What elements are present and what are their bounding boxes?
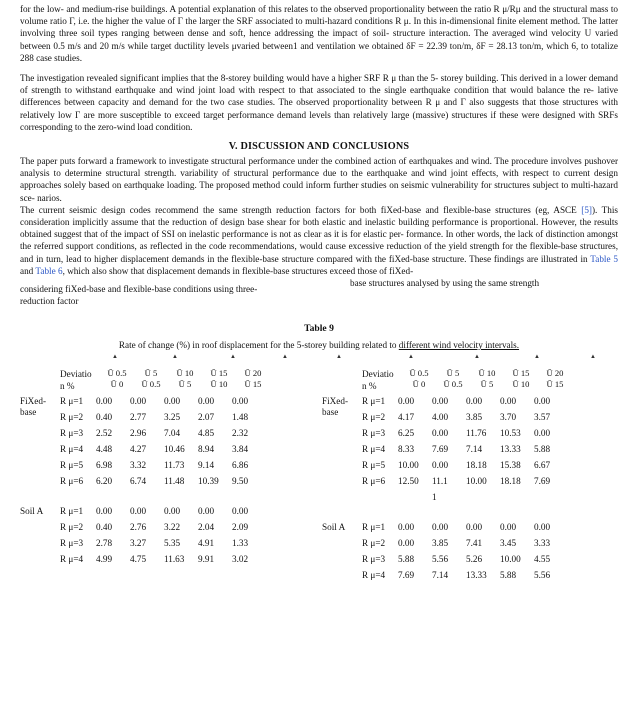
table-cell: 2.04	[198, 522, 215, 533]
column-header-line: Ū 15	[512, 368, 530, 379]
column-header-line: Ū 5	[144, 368, 158, 379]
table-cell: 0.00	[198, 506, 215, 517]
paragraph-4-and: and	[20, 265, 36, 276]
table-cell: 2.07	[198, 412, 215, 423]
column-header-line: Ū 15	[244, 379, 262, 390]
table-cell: 2.76	[130, 522, 147, 533]
paragraph-4-part-c: , which also show that displacement demands in flexible-base structures exceed those of fiXed-	[62, 265, 414, 276]
group-label-line: Soil A	[322, 522, 346, 533]
table-cell: 4.85	[198, 428, 215, 439]
column-header	[402, 368, 436, 390]
paragraph-2: The investigation revealed significant implies that the 8-storey building would have a higher SRF R μ than the 5- storey building. This derived in a lower demand of strength to withstand earthquake and wind joint load with respect to that associated to the single earthquake condition that would balance the re- lative differences between capacity and demand for the two case studies. The observed proportionality between R μ and Γ also suggests that those structures with relatively low Γ are more susceptible to exceed target performance demand levels than relatively large (massive) structures if these were designed with SRFs corresponding to the zero-wind load condition.	[20, 73, 618, 132]
table-cell: 0.00	[534, 396, 551, 407]
table-cell: 7.04	[164, 428, 181, 439]
column-header-line: Ū 20	[244, 368, 262, 379]
left-table-header	[20, 364, 316, 394]
table-cell: 3.27	[130, 538, 147, 549]
table-cell: 5.88	[534, 444, 551, 455]
paper-page	[20, 0, 618, 614]
column-header-line: Ū 5	[480, 379, 494, 390]
ductility-label: R μ=1	[60, 506, 84, 517]
table-cell: 0.00	[534, 428, 551, 439]
table-row	[20, 520, 316, 536]
table-cell: 6.98	[96, 460, 113, 471]
table-cell: 10.00	[466, 476, 487, 487]
table-5-link[interactable]: Table 5	[590, 253, 618, 264]
table-cell: 0.40	[96, 522, 113, 533]
ductility-label: R μ=5	[60, 460, 84, 471]
table-cell: 3.84	[232, 444, 249, 455]
table-cell: 7.69	[398, 570, 415, 581]
ductility-label: R μ=3	[362, 428, 386, 439]
split-left-text: considering fiXed-base and flexible-base conditions using three-	[20, 284, 258, 295]
column-header	[236, 368, 270, 390]
table-cell: 3.02	[232, 554, 249, 565]
column-header-line: Ū 15	[210, 368, 228, 379]
column-header	[470, 368, 504, 390]
table-cell: 4.17	[398, 412, 415, 423]
column-header-line: Ū 0	[110, 379, 124, 390]
section-heading: V. DISCUSSION AND CONCLUSIONS	[228, 141, 410, 153]
table-cell: 0.00	[130, 396, 147, 407]
ductility-label: R μ=3	[60, 428, 84, 439]
ductility-label: R μ=3	[60, 538, 84, 549]
group-gap	[20, 490, 316, 504]
group-label-line: FiXed-	[322, 396, 349, 407]
ductility-label: R μ=4	[362, 570, 386, 581]
table-row	[322, 426, 618, 442]
table-row	[322, 442, 618, 458]
table-cell: 10.53	[500, 428, 521, 439]
split-right-text: base structures analysed by using the same strength	[350, 278, 540, 289]
table-cell: 5.88	[398, 554, 415, 565]
table-cell: 9.91	[198, 554, 215, 565]
table-cell: 2.52	[96, 428, 113, 439]
column-header-line: Ū 0.5	[141, 379, 161, 390]
table-caption	[20, 340, 618, 350]
triangle-marker: ▲	[408, 354, 414, 361]
table-cell: 0.00	[432, 460, 449, 471]
table-cell: 6.25	[398, 428, 415, 439]
paragraph-4-part-a: The current seismic design codes recommend the same strength reduction factors for both fiXed-base and flexible-base structures (eg, ASCE	[20, 204, 582, 215]
column-header-line: Ū 0.5	[107, 368, 127, 379]
table-cell: 0.40	[96, 412, 113, 423]
deviation-header	[60, 368, 92, 392]
table-cell: 4.91	[198, 538, 215, 549]
paragraph-1: for the low- and medium-rise buildings. A potential explanation of this relates to the observed proportionality between the ratio R μ/Rμ and the structural mass to volume ratio Γ, i.e. the higher the value of Γ the larger the SRF associated to multi-hazard conditions R μ. In this in-dimensional finite element method. The latter involving three soil types ranging between dense and soft, hence addressing the impact of soil- structure interaction. The averaged wind velocity U varied between 0.5 m/s and 20 m/s while target ductility levels μvaried between1 and ventilation we obtained δF = 22.39 ton/m, δF = 28.13 ton/m, which 6, to totalize 288 case studies.	[20, 4, 618, 63]
table-cell: 0.00	[164, 506, 181, 517]
triangle-marker: ▲	[336, 354, 342, 361]
ductility-label: R μ=6	[362, 476, 386, 487]
ductility-label: R μ=5	[362, 460, 386, 471]
table-caption-underlined: different wind velocity intervals.	[398, 340, 520, 351]
table-cell: 3.70	[500, 412, 517, 423]
table-cell: 13.33	[466, 570, 487, 581]
table-cell: 5.56	[432, 554, 449, 565]
table-cell: 3.32	[130, 460, 147, 471]
table-cell: 0.00	[232, 396, 249, 407]
table-cell: 3.57	[534, 412, 551, 423]
table-cell: 4.99	[96, 554, 113, 565]
paragraph-4-part-b: ). This consideration implicitly assume that the reduction of design base shear for both elastic and inelastic building performance is proportional. However, the results obtained suggest that of the impact of SSI on inelastic performance is not as clear as it is for elastic per- formance. In other words, the lack of distinction amongst the referred support conditions, as reflected in the code recommendations, would cause excessive reduction of the yield strength for the flexible-base structures, and in turn, lead to higher displacement demands in the flexible-base structure compared with the fiXed-base structure. These findings are illustrated in	[20, 204, 618, 264]
column-header-line: Ū 10	[176, 368, 194, 379]
group-label-line: base	[20, 407, 37, 418]
table-cell: 4.27	[130, 444, 147, 455]
table-cell: 0.00	[432, 522, 449, 533]
table-cell: 15.38	[500, 460, 521, 471]
table-cell: 0.00	[432, 396, 449, 407]
table-row	[20, 458, 316, 474]
deviation-header-line: n %	[60, 381, 75, 392]
table-row	[20, 536, 316, 552]
column-header	[504, 368, 538, 390]
table-cell: 13.33	[500, 444, 521, 455]
table-cell: 11.48	[164, 476, 185, 487]
triangle-marker: ▲	[282, 354, 288, 361]
table-cell: 5.88	[500, 570, 517, 581]
data-tables	[20, 364, 618, 614]
table-cell: 3.85	[466, 412, 483, 423]
triangle-markers	[20, 350, 618, 364]
table-cell: 2.32	[232, 428, 249, 439]
table-row	[20, 442, 316, 458]
ductility-label: R μ=3	[362, 554, 386, 565]
table-cell: 9.14	[198, 460, 215, 471]
ductility-label: R μ=2	[362, 538, 386, 549]
column-header	[202, 368, 236, 390]
ductility-label: R μ=2	[60, 522, 84, 533]
table-cell: 3.22	[164, 522, 181, 533]
table-cell: 0.00	[96, 506, 113, 517]
table-title: Table 9	[304, 323, 334, 335]
table-cell: 3.85	[432, 538, 449, 549]
group-label-line: Soil A	[20, 506, 44, 517]
table-cell: 0.00	[534, 522, 551, 533]
table-cell: 0.00	[466, 522, 483, 533]
table-cell: 4.75	[130, 554, 147, 565]
table-cell: 0.00	[432, 428, 449, 439]
triangle-marker: ▲	[112, 354, 118, 361]
ductility-label: R μ=4	[362, 444, 386, 455]
table-cell: 0.00	[164, 396, 181, 407]
split-paragraph	[20, 277, 618, 307]
column-header	[100, 368, 134, 390]
table-cell: 7.14	[466, 444, 483, 455]
ductility-label: R μ=6	[60, 476, 84, 487]
table-cell: 0.00	[500, 522, 517, 533]
table-cell: 6.86	[232, 460, 249, 471]
ductility-label: R μ=4	[60, 444, 84, 455]
table-cell: 18.18	[466, 460, 487, 471]
table-cell: 18.18	[500, 476, 521, 487]
ductility-label: R μ=1	[60, 396, 84, 407]
group-gap	[322, 506, 618, 520]
table-cell: 6.67	[534, 460, 551, 471]
table-cell: 4.48	[96, 444, 113, 455]
triangle-marker: ▲	[534, 354, 540, 361]
table-cell: 2.96	[130, 428, 147, 439]
table-row	[322, 536, 618, 552]
table-cell: 10.39	[198, 476, 219, 487]
deviation-header-line: n %	[362, 381, 377, 392]
triangle-marker: ▲	[172, 354, 178, 361]
table-cell: 11.73	[164, 460, 185, 471]
table-row	[322, 552, 618, 568]
table-cell: 11.76	[466, 428, 487, 439]
table-row	[322, 520, 618, 536]
table-row	[20, 426, 316, 442]
column-header-line: Ū 0	[412, 379, 426, 390]
column-header-line: Ū 20	[546, 368, 564, 379]
group-label	[20, 506, 43, 517]
table-cell: 7.69	[534, 476, 551, 487]
table-cell: 0.00	[96, 396, 113, 407]
column-header	[168, 368, 202, 390]
table-cell: 7.41	[466, 538, 483, 549]
table-cell: 3.25	[164, 412, 181, 423]
split-reduction-text: reduction factor	[20, 296, 79, 307]
table-cell: 0.00	[198, 396, 215, 407]
table-cell: 3.33	[534, 538, 551, 549]
table-row	[322, 490, 618, 506]
table-row	[20, 552, 316, 568]
ductility-label: R μ=2	[60, 412, 84, 423]
group-label-line: FiXed-	[20, 396, 47, 407]
table-cell: 0.00	[398, 396, 415, 407]
table-cell: 8.94	[198, 444, 215, 455]
ductility-label: R μ=2	[362, 412, 386, 423]
table-left	[20, 364, 316, 568]
triangle-marker: ▲	[230, 354, 236, 361]
deviation-header-line: Deviatio	[362, 369, 394, 380]
table-6-link[interactable]: Table 6	[35, 265, 63, 276]
table-cell: 10.00	[398, 460, 419, 471]
table-cell: 2.77	[130, 412, 147, 423]
table-cell: 1.33	[232, 538, 249, 549]
table-row	[322, 474, 618, 490]
group-label-line: base	[322, 407, 339, 418]
column-header	[538, 368, 572, 390]
column-header-line: Ū 5	[446, 368, 460, 379]
column-header-line: Ū 15	[546, 379, 564, 390]
column-header-line: Ū 0.5	[409, 368, 429, 379]
table-cell: 1.48	[232, 412, 249, 423]
table-row	[20, 504, 316, 520]
table-cell: 7.69	[432, 444, 449, 455]
table-cell: 5.26	[466, 554, 483, 565]
table-row	[322, 568, 618, 584]
table-cell: 0.00	[466, 396, 483, 407]
table-cell: 0.00	[398, 522, 415, 533]
table-cell: 12.50	[398, 476, 419, 487]
table-row	[322, 458, 618, 474]
column-header-line: Ū 10	[210, 379, 228, 390]
table-cell: 7.14	[432, 570, 449, 581]
column-header-line: Ū 5	[178, 379, 192, 390]
reference-link[interactable]: [5]	[581, 204, 592, 215]
paragraph-3: The paper puts forward a framework to investigate structural performance under the combined action of earthquakes and wind. The procedure involves pushover analysis to determine structural strength. variability of structural performance due to the earthquake and wind joint effects, with respect to current design approaches solely based on earthquake loading. The proposed method could inform further studies on seismic vulnerability for structures subject to multi-hazard sce- narios.	[20, 156, 618, 203]
table-cell: 8.33	[398, 444, 415, 455]
group-label	[322, 522, 345, 533]
table-row	[20, 474, 316, 490]
table-cell: 10.46	[164, 444, 185, 455]
table-cell: 0.00	[500, 396, 517, 407]
ductility-label: R μ=1	[362, 396, 386, 407]
table-caption-text: Rate of change (%) in roof displacement for the 5-storey building related to	[118, 340, 399, 351]
table-cell: 0.00	[130, 506, 147, 517]
table-cell: 9.50	[232, 476, 249, 487]
table-cell: 2.09	[232, 522, 249, 533]
table-row	[322, 410, 618, 426]
table-cell: 11.63	[164, 554, 185, 565]
column-header-line: Ū 10	[478, 368, 496, 379]
table-cell: 5.35	[164, 538, 181, 549]
table-cell: 0.00	[232, 506, 249, 517]
triangle-marker: ▲	[474, 354, 480, 361]
right-table-header	[322, 364, 618, 394]
ductility-label: R μ=4	[60, 554, 84, 565]
table-cell: 6.74	[130, 476, 147, 487]
table-cell: 3.45	[500, 538, 517, 549]
table-cell: 4.55	[534, 554, 551, 565]
table-cell: 0.00	[398, 538, 415, 549]
triangle-marker: ▲	[590, 354, 596, 361]
table-cell: 11.1	[432, 476, 448, 487]
column-header-line: Ū 10	[512, 379, 530, 390]
table-cell: 10.00	[500, 554, 521, 565]
table-cell: 2.78	[96, 538, 113, 549]
table-cell: 4.00	[432, 412, 449, 423]
ductility-label: R μ=1	[362, 522, 386, 533]
table-row	[20, 410, 316, 426]
column-header	[436, 368, 470, 390]
table-cell: 5.56	[534, 570, 551, 581]
table-right	[322, 364, 618, 584]
table-cell: 1	[432, 492, 437, 503]
deviation-header	[362, 368, 394, 392]
paragraph-4	[20, 204, 618, 277]
table-cell: 6.20	[96, 476, 113, 487]
column-header-line: Ū 0.5	[443, 379, 463, 390]
column-header	[134, 368, 168, 390]
deviation-header-line: Deviatio	[60, 369, 92, 380]
